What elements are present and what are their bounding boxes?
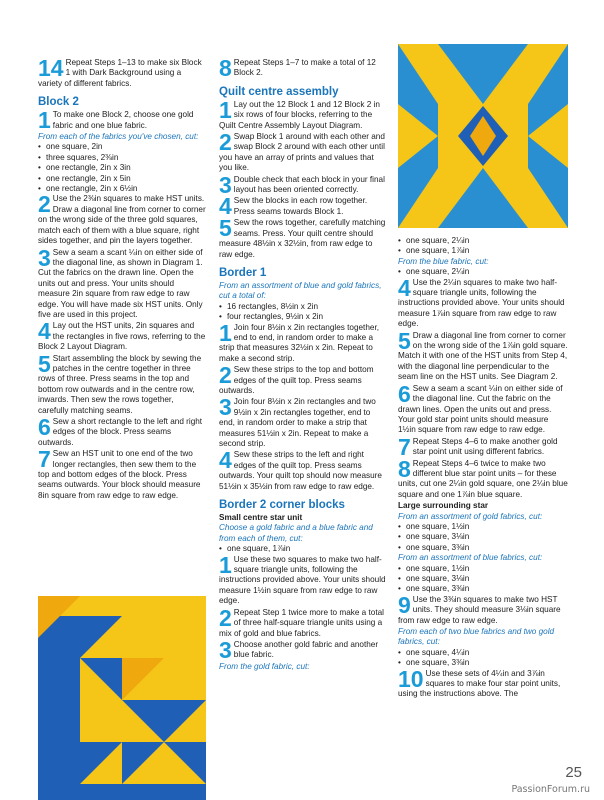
step-text: Double check that each block in your final layout has been oriented correctly. xyxy=(233,174,385,195)
step-text: Join four 8½in x 2in rectangles together, end to end, in random order to make a strip that measures 32½in x 2in. Repeat to make a second strip. xyxy=(219,322,379,363)
step-4 xyxy=(38,318,206,352)
step-number: 2 xyxy=(219,604,232,631)
step-8 xyxy=(219,55,387,81)
large-gold-intro: From an assortment of gold fabrics, cut: xyxy=(398,511,543,521)
small-star-subheading: Small centre star unit xyxy=(219,513,303,523)
step-text: Join four 8½in x 2in rectangles and two 9½in x 2in rectangles together, end to end, in random order to make a strip that measures 51½in x 2in. Repeat to make a second strip. xyxy=(219,397,376,448)
step-number: 2 xyxy=(38,191,51,218)
list-item: • one square, 4¼in xyxy=(398,648,568,658)
watermark: PassionForum.ru xyxy=(511,784,590,795)
list-item: • one square, 1½in xyxy=(398,522,568,532)
step-number: 3 xyxy=(38,244,51,271)
step-number: 4 xyxy=(219,447,232,474)
step-text: To make one Block 2, choose one gold fabric and one blue fabric. xyxy=(52,110,194,130)
step-number: 9 xyxy=(398,591,411,618)
step-number: 1 xyxy=(219,551,232,578)
step-text: Repeat Step 1 twice more to make a total of three half-square triangle units using a mix of gold and blue fabrics. xyxy=(219,607,384,638)
c3-step-4 xyxy=(398,274,568,330)
step-text: Use the 2¼in squares to make two half-square triangle units, following the instructions provided above. Your units should measure 1⅞in square from raw edge to raw edge. xyxy=(398,277,565,329)
list-item: • one square, 2in xyxy=(38,142,206,152)
b1-step-1 xyxy=(219,319,387,365)
gold-list xyxy=(398,236,568,257)
list-item: • one square, 1½in xyxy=(398,564,568,574)
border1-intro: From an assortment of blue and gold fabrics, cut a total of: xyxy=(219,280,382,301)
step-7 xyxy=(38,446,206,501)
step-1 xyxy=(38,107,206,134)
large-star-subheading: Large surrounding star xyxy=(398,501,489,511)
step-number: 6 xyxy=(38,414,51,440)
list-item: • 16 rectangles, 8½in x 2in xyxy=(219,302,387,312)
step-number: 3 xyxy=(219,394,232,421)
quilt-centre-heading: Quilt centre assembly xyxy=(219,85,339,98)
step-6 xyxy=(38,414,206,448)
large-blue-list xyxy=(398,564,568,595)
step-number: 4 xyxy=(38,318,51,345)
step-text: Sew a short rectangle to the left and right edges of the block. Press seams outwards. xyxy=(38,417,203,447)
step-text: Sew a seam a scant ¼in on either side of the diagonal line, as shown in Diagram 1. Cut the fabrics on the drawn line. Open the units out and press. Your units should measure 2in square from raw edge to raw edge. You will have made six HST units. Only five are used in this project. xyxy=(38,247,203,319)
list-item: • one square, 3⅛in xyxy=(398,532,568,542)
b2-step-3 xyxy=(219,636,387,663)
blue-intro: From the blue fabric, cut: xyxy=(398,256,489,266)
column-1 xyxy=(38,55,206,502)
list-item: • one square, 1⅞in xyxy=(219,544,387,554)
qc-step-3 xyxy=(219,171,387,198)
step-number: 5 xyxy=(38,350,51,377)
quilt-block-photo xyxy=(38,596,206,800)
step-text: Sew a seam a scant ¼in on either side of the diagonal line. Cut the fabric on the drawn lines. Open the units out and press. Your gold star point units should measure 1½in square from raw edge to raw edge. xyxy=(398,383,563,435)
step-text: Sew these strips to the top and bottom edges of the quilt top. Press seams outwards. xyxy=(219,365,374,395)
list-item: • three squares, 2⅜in xyxy=(38,153,206,163)
c3-step-8 xyxy=(398,455,568,501)
step-text: Use these sets of 4¼in and 3⅞in squares to make four star point units, using the instructions above. The xyxy=(398,668,561,699)
step-text: Start assembling the block by sewing the patches in the centre together in three rows of three. Press seams in the top and bottom row outwards and in the centre row, inwards. Then sew the rows together, carefully matching seams. xyxy=(38,353,202,415)
step-5 xyxy=(38,350,206,416)
step-number: 2 xyxy=(219,129,232,156)
step-number: 3 xyxy=(219,171,232,198)
step-3 xyxy=(38,244,206,321)
list-item: • one square, 2¼in xyxy=(398,267,568,277)
step-number: 4 xyxy=(219,193,232,220)
b1-step-4 xyxy=(219,447,387,492)
large-gold-list xyxy=(398,522,568,553)
step-text: Sew an HST unit to one end of the two longer rectangles, then sew them to the top and bottom edges of the block. Press seams outwards. Your block should measure 8in square from raw edge to raw edge. xyxy=(38,449,201,500)
list-item: • one square, 2¼in xyxy=(398,236,568,246)
step-number: 8 xyxy=(398,455,411,482)
step-number: 3 xyxy=(219,636,232,663)
step-text: Lay out the HST units, 2in squares and the rectangles in five rows, referring to the Block 2 Layout Diagram. xyxy=(38,321,206,352)
border2-heading: Border 2 corner blocks xyxy=(219,499,345,512)
block2-heading: Block 2 xyxy=(38,96,79,109)
each-intro: From each of two blue fabrics and two gold fabrics, cut: xyxy=(398,627,555,647)
list-item: • one square, 3⅜in xyxy=(398,658,568,668)
step-text: Swap Block 1 around with each other and swap Block 2 around with each other until you have an array of prints and values that you like. xyxy=(219,132,385,173)
step-text: Repeat Steps 4–6 to make another gold star point unit using different fabrics. xyxy=(412,436,558,457)
column-3 xyxy=(398,236,568,701)
star-block-photo xyxy=(398,44,568,228)
step-number: 5 xyxy=(398,327,411,354)
step-number: 2 xyxy=(219,362,232,389)
step-number: 6 xyxy=(398,380,411,407)
c3-step-5 xyxy=(398,327,568,383)
step-number: 10 xyxy=(398,665,424,692)
list-item: • one rectangle, 2in x 3in xyxy=(38,163,206,173)
blue-list xyxy=(398,267,568,277)
step-number: 1 xyxy=(219,319,232,346)
step-text: Choose another gold fabric and another blue fabric. xyxy=(233,639,379,660)
step-text: Use the 2⅜in squares to make HST units. Draw a diagonal line from corner to corner on the wrong side of the three gold squares, match each of them with a blue square, right sides together, and pin the layers together. xyxy=(38,194,206,246)
c3-step-9 xyxy=(398,591,568,626)
qc-step-2 xyxy=(219,129,387,174)
border1-list xyxy=(219,302,387,323)
b2-step-1 xyxy=(219,551,387,607)
list-item: • one square, 1⅞in xyxy=(398,246,568,256)
list-item: • one square, 3⅜in xyxy=(398,543,568,553)
large-blue-intro: From an assortment of blue fabrics, cut: xyxy=(398,553,543,563)
step-2 xyxy=(38,191,206,246)
list-item: • one square, 3⅜in xyxy=(398,584,568,594)
cut-list xyxy=(38,142,206,194)
cut-intro: From each of the fabrics you've chosen, cut: xyxy=(38,132,199,142)
quilt-block-illustration xyxy=(38,596,206,800)
step-number: 1 xyxy=(219,96,232,123)
step-text: Sew the blocks in each row together. Press seams towards Block 1. xyxy=(233,196,368,216)
step-number: 7 xyxy=(38,446,51,473)
qc-step-5 xyxy=(219,215,387,260)
page-number: 25 xyxy=(565,764,582,781)
small-intro: Choose a gold fabric and a blue fabric and from each of them, cut: xyxy=(219,523,373,543)
c3-step-6 xyxy=(398,380,568,436)
qc-step-1 xyxy=(219,96,387,131)
list-item: • four rectangles, 9½in x 2in xyxy=(219,312,387,322)
step-text: Repeat Steps 1–13 to make six Block 1 with Dark Background using a variety of different fabrics. xyxy=(38,58,202,88)
gold-intro: From the gold fabric, cut: xyxy=(219,661,310,671)
step-number: 1 xyxy=(38,107,51,134)
list-item: • one rectangle, 2in x 6½in xyxy=(38,184,206,194)
b1-step-3 xyxy=(219,394,387,449)
step-text: Use the 3⅜in squares to make two HST units. They should measure 3⅛in square from raw edge to raw edge. xyxy=(398,594,561,625)
qc-step-4 xyxy=(219,193,387,220)
border1-heading: Border 1 xyxy=(219,266,267,279)
step-number: 4 xyxy=(398,274,411,301)
step-14 xyxy=(38,55,206,89)
step-text: Sew these strips to the left and right edges of the quilt top. Press seams outwards. Your quilt top should now measure 51½in x 35½in from raw edge to raw edge. xyxy=(219,450,382,491)
step-number: 5 xyxy=(219,215,232,242)
b1-step-2 xyxy=(219,362,387,396)
c3-step-10 xyxy=(398,665,568,700)
c3-step-7 xyxy=(398,433,568,460)
column-2 xyxy=(219,55,387,672)
step-number: 14 xyxy=(38,55,64,81)
step-text: Repeat Steps 4–6 twice to make two different blue star point units – for these units, cut one 2¼in gold square, one 2¼in blue square and one 1⅞in blue square. xyxy=(398,458,568,499)
step-number: 8 xyxy=(219,55,232,81)
step-text: Lay out the 12 Block 1 and 12 Block 2 in six rows of four blocks, referring to the Quilt Centre Assembly Layout Diagram. xyxy=(219,99,380,130)
step-text: Use these two squares to make two half-square triangle units, following the instructions provided above. Your units should measure 1½in square from raw edge to raw edge. xyxy=(219,554,386,606)
list-item: • one square, 3⅛in xyxy=(398,574,568,584)
step-text: Repeat Steps 1–7 to make a total of 12 Block 2. xyxy=(233,58,376,78)
step-text: Sew the rows together, carefully matching seams. Press. Your quilt centre should measure 48½in x 32½in, from raw edge to raw edge. xyxy=(219,218,386,259)
list-item: • one rectangle, 2in x 5in xyxy=(38,174,206,184)
small-list xyxy=(219,544,387,554)
step-number: 7 xyxy=(398,433,411,460)
step-text: Draw a diagonal line from corner to corner on the wrong side of the 1⅞in gold square. Match it with one of the HST units from Step 4, with the diagonal line perpendicular to the seam line on the HST units. See Diagram 2. xyxy=(398,330,568,382)
star-block-illustration xyxy=(398,44,568,228)
b2-step-2 xyxy=(219,604,387,639)
